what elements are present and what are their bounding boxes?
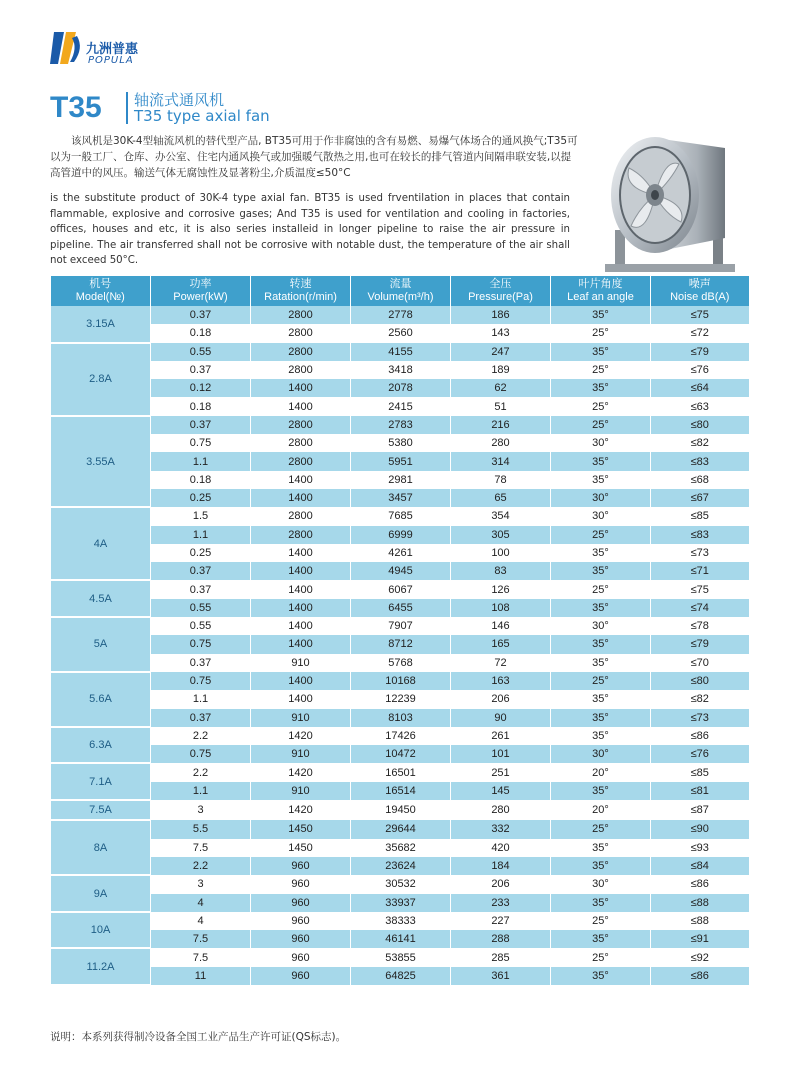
table-cell: 910 <box>251 709 351 727</box>
table-cell: 0.75 <box>151 745 251 763</box>
table-row <box>51 544 749 562</box>
table-cell: 1400 <box>251 562 351 580</box>
table-cell: 0.37 <box>151 580 251 598</box>
table-cell: 30° <box>551 489 651 507</box>
table-cell: 960 <box>251 894 351 912</box>
table-cell: 35° <box>551 471 651 489</box>
table-cell: 1400 <box>251 635 351 653</box>
table-cell: 2.2 <box>151 727 251 745</box>
table-cell: ≤76 <box>651 361 749 379</box>
model-cell: 4.5A <box>51 580 151 617</box>
table-cell: ≤93 <box>651 839 749 857</box>
table-row <box>51 709 749 727</box>
title-cn: 轴流式通风机 <box>134 91 225 109</box>
table-row <box>51 471 749 489</box>
model-cell: 7.5A <box>51 800 151 820</box>
table-cell: 4945 <box>351 562 451 580</box>
table-cell: 35° <box>551 727 651 745</box>
table-cell: 361 <box>451 967 551 985</box>
table-cell: 35° <box>551 857 651 875</box>
table-cell: 3 <box>151 800 251 820</box>
table-row <box>51 820 749 838</box>
table-cell: 0.75 <box>151 434 251 452</box>
table-cell: ≤64 <box>651 379 749 397</box>
header-pressure: 全压 Pressure(Pa) <box>451 276 551 306</box>
table-cell: 7685 <box>351 507 451 525</box>
model-cell: 6.3A <box>51 727 151 764</box>
table-cell: 7.5 <box>151 948 251 966</box>
table-cell: 25° <box>551 526 651 544</box>
table-cell: 6455 <box>351 599 451 617</box>
table-cell: 960 <box>251 875 351 893</box>
table-cell: 2800 <box>251 343 351 361</box>
table-cell: 35° <box>551 343 651 361</box>
brand-mark-icon <box>50 28 84 68</box>
table-cell: 1400 <box>251 580 351 598</box>
table-cell: 25° <box>551 820 651 838</box>
table-cell: 5.5 <box>151 820 251 838</box>
table-cell: 12239 <box>351 690 451 708</box>
table-row <box>51 654 749 672</box>
table-cell: ≤86 <box>651 727 749 745</box>
table-cell: 186 <box>451 306 551 324</box>
table-row <box>51 379 749 397</box>
table-cell: 1.1 <box>151 452 251 470</box>
table-row <box>51 672 749 690</box>
table-cell: 25° <box>551 672 651 690</box>
model-cell: 5A <box>51 617 151 672</box>
table-cell: 0.37 <box>151 306 251 324</box>
table-row <box>51 397 749 415</box>
header-volume: 流量 Volume(m³/h) <box>351 276 451 306</box>
table-cell: 0.55 <box>151 617 251 635</box>
table-cell: 101 <box>451 745 551 763</box>
table-cell: ≤76 <box>651 745 749 763</box>
brand-name-en: POPULA <box>88 55 134 66</box>
table-row <box>51 782 749 800</box>
table-cell: ≤86 <box>651 967 749 985</box>
table-cell: 3418 <box>351 361 451 379</box>
table-cell: ≤82 <box>651 690 749 708</box>
table-cell: ≤79 <box>651 635 749 653</box>
table-cell: 35° <box>551 967 651 985</box>
table-cell: 53855 <box>351 948 451 966</box>
table-cell: 35° <box>551 452 651 470</box>
brand-name-cn: 九洲普惠 <box>86 42 139 57</box>
table-cell: 38333 <box>351 912 451 930</box>
table-cell: 288 <box>451 930 551 948</box>
table-cell: 0.25 <box>151 544 251 562</box>
table-cell: 354 <box>451 507 551 525</box>
table-cell: 30° <box>551 434 651 452</box>
table-cell: 2800 <box>251 361 351 379</box>
table-cell: 145 <box>451 782 551 800</box>
table-cell: 35° <box>551 562 651 580</box>
table-cell: 0.12 <box>151 379 251 397</box>
table-cell: 163 <box>451 672 551 690</box>
table-cell: 1400 <box>251 397 351 415</box>
table-cell: 2783 <box>351 416 451 434</box>
table-cell: 0.37 <box>151 361 251 379</box>
table-cell: 1420 <box>251 727 351 745</box>
table-cell: 30° <box>551 507 651 525</box>
table-row <box>51 800 749 820</box>
model-cell: 8A <box>51 820 151 875</box>
table-cell: 7.5 <box>151 930 251 948</box>
table-cell: 46141 <box>351 930 451 948</box>
table-cell: 126 <box>451 580 551 598</box>
table-row <box>51 727 749 745</box>
model-cell: 7.1A <box>51 763 151 800</box>
table-cell: 4261 <box>351 544 451 562</box>
table-cell: 2800 <box>251 452 351 470</box>
model-cell: 2.8A <box>51 343 151 416</box>
table-cell: 90 <box>451 709 551 727</box>
table-cell: 35° <box>551 654 651 672</box>
table-cell: 285 <box>451 948 551 966</box>
table-cell: 261 <box>451 727 551 745</box>
table-cell: 8103 <box>351 709 451 727</box>
table-row <box>51 894 749 912</box>
table-cell: 4155 <box>351 343 451 361</box>
table-cell: 5380 <box>351 434 451 452</box>
header-rotation: 转速 Ratation(r/min) <box>251 276 351 306</box>
table-cell: 35° <box>551 690 651 708</box>
table-cell: 20° <box>551 763 651 781</box>
table-cell: ≤80 <box>651 416 749 434</box>
table-cell: 1.5 <box>151 507 251 525</box>
table-cell: 2560 <box>351 324 451 342</box>
table-cell: 0.75 <box>151 672 251 690</box>
table-cell: ≤78 <box>651 617 749 635</box>
table-cell: 2800 <box>251 416 351 434</box>
table-cell: 1.1 <box>151 782 251 800</box>
table-cell: 3 <box>151 875 251 893</box>
table-cell: 1450 <box>251 839 351 857</box>
table-cell: 7907 <box>351 617 451 635</box>
model-cell: 5.6A <box>51 672 151 727</box>
table-cell: 7.5 <box>151 839 251 857</box>
table-header-row <box>51 276 749 306</box>
table-cell: 25° <box>551 948 651 966</box>
header-model: 机号 Model(№) <box>51 276 151 306</box>
table-cell: 25° <box>551 361 651 379</box>
table-cell: 2.2 <box>151 763 251 781</box>
model-cell: 3.15A <box>51 306 151 343</box>
table-cell: 251 <box>451 763 551 781</box>
table-row <box>51 948 749 966</box>
table-body <box>51 306 749 985</box>
table-cell: ≤84 <box>651 857 749 875</box>
table-cell: ≤71 <box>651 562 749 580</box>
model-cell: 10A <box>51 912 151 949</box>
table-cell: ≤88 <box>651 912 749 930</box>
table-cell: 1450 <box>251 820 351 838</box>
table-cell: 1400 <box>251 471 351 489</box>
table-cell: ≤82 <box>651 434 749 452</box>
header-power: 功率 Power(kW) <box>151 276 251 306</box>
model-code: T35 <box>50 91 102 124</box>
table-cell: 11 <box>151 967 251 985</box>
table-cell: 25° <box>551 580 651 598</box>
table-cell: 1400 <box>251 617 351 635</box>
table-cell: 83 <box>451 562 551 580</box>
table-cell: ≤72 <box>651 324 749 342</box>
table-cell: 1420 <box>251 763 351 781</box>
table-cell: ≤73 <box>651 544 749 562</box>
table-row <box>51 324 749 342</box>
table-cell: 30° <box>551 745 651 763</box>
table-row <box>51 361 749 379</box>
table-cell: 20° <box>551 800 651 820</box>
table-cell: 35° <box>551 379 651 397</box>
table-cell: ≤81 <box>651 782 749 800</box>
table-cell: 960 <box>251 857 351 875</box>
table-row <box>51 875 749 893</box>
table-cell: 0.37 <box>151 709 251 727</box>
table-cell: 16514 <box>351 782 451 800</box>
table-row <box>51 599 749 617</box>
table-cell: 233 <box>451 894 551 912</box>
table-cell: ≤73 <box>651 709 749 727</box>
table-cell: ≤83 <box>651 526 749 544</box>
table-cell: 0.37 <box>151 416 251 434</box>
table-cell: 2415 <box>351 397 451 415</box>
table-row <box>51 580 749 598</box>
table-cell: 5951 <box>351 452 451 470</box>
table-cell: 35° <box>551 930 651 948</box>
axial-fan-image <box>595 118 755 278</box>
table-cell: ≤88 <box>651 894 749 912</box>
table-row <box>51 434 749 452</box>
footnote: 说明：本系列获得制冷设备全国工业产品生产许可证(QS标志)。 <box>50 1031 347 1043</box>
table-cell: 35° <box>551 709 651 727</box>
table-row <box>51 507 749 525</box>
table-cell: 33937 <box>351 894 451 912</box>
table-cell: 10472 <box>351 745 451 763</box>
table-cell: 1.1 <box>151 690 251 708</box>
table-cell: 6999 <box>351 526 451 544</box>
table-cell: 5768 <box>351 654 451 672</box>
table-cell: 0.75 <box>151 635 251 653</box>
table-cell: ≤83 <box>651 452 749 470</box>
table-cell: 35° <box>551 839 651 857</box>
table-cell: 2981 <box>351 471 451 489</box>
table-row <box>51 343 749 361</box>
table-cell: 2.2 <box>151 857 251 875</box>
table-row <box>51 857 749 875</box>
table-cell: 2800 <box>251 306 351 324</box>
table-cell: 280 <box>451 434 551 452</box>
title-en: T35 type axial fan <box>134 107 270 125</box>
table-cell: 0.18 <box>151 471 251 489</box>
table-row <box>51 617 749 635</box>
table-cell: ≤85 <box>651 763 749 781</box>
table-cell: 30532 <box>351 875 451 893</box>
table-cell: 51 <box>451 397 551 415</box>
table-cell: 0.37 <box>151 654 251 672</box>
table-row <box>51 416 749 434</box>
table-cell: 8712 <box>351 635 451 653</box>
brand-logo <box>50 28 180 72</box>
table-cell: 30° <box>551 875 651 893</box>
table-row <box>51 489 749 507</box>
table-cell: 65 <box>451 489 551 507</box>
table-cell: ≤91 <box>651 930 749 948</box>
table-cell: 189 <box>451 361 551 379</box>
table-row <box>51 562 749 580</box>
table-row <box>51 306 749 324</box>
table-cell: 2778 <box>351 306 451 324</box>
table-row <box>51 452 749 470</box>
model-cell: 3.55A <box>51 416 151 507</box>
table-cell: 35° <box>551 544 651 562</box>
table-cell: 0.55 <box>151 599 251 617</box>
table-cell: ≤90 <box>651 820 749 838</box>
table-cell: ≤67 <box>651 489 749 507</box>
table-cell: 29644 <box>351 820 451 838</box>
table-cell: 2800 <box>251 507 351 525</box>
table-cell: ≤68 <box>651 471 749 489</box>
table-cell: 1400 <box>251 599 351 617</box>
table-cell: 216 <box>451 416 551 434</box>
table-cell: 16501 <box>351 763 451 781</box>
table-row <box>51 912 749 930</box>
table-row <box>51 526 749 544</box>
table-cell: 78 <box>451 471 551 489</box>
table-cell: 227 <box>451 912 551 930</box>
table-cell: 910 <box>251 654 351 672</box>
table-cell: 1400 <box>251 672 351 690</box>
table-cell: 108 <box>451 599 551 617</box>
table-cell: 910 <box>251 745 351 763</box>
table-cell: 1400 <box>251 489 351 507</box>
table-cell: ≤75 <box>651 306 749 324</box>
model-cell: 11.2A <box>51 948 151 985</box>
table-cell: ≤85 <box>651 507 749 525</box>
table-cell: 25° <box>551 416 651 434</box>
table-cell: 4 <box>151 894 251 912</box>
table-cell: 35° <box>551 635 651 653</box>
table-cell: 3457 <box>351 489 451 507</box>
model-cell: 4A <box>51 507 151 580</box>
table-cell: ≤75 <box>651 580 749 598</box>
table-cell: 64825 <box>351 967 451 985</box>
table-cell: ≤70 <box>651 654 749 672</box>
table-cell: 2800 <box>251 526 351 544</box>
table-row <box>51 930 749 948</box>
description-en: is the substitute product of 30K-4 type axial fan. BT35 is used frventilation in places that contain flammable, explosive and corrosive gases; And T35 is used for ventilation and cooling in factories, offices, houses and etc, it is also series installeid in longer pipeline to raise the air pressure in pipeline. The air transferred shall not be corrosive with notable dust, the temperature of the air shall not exceed 50°C. <box>50 193 570 266</box>
table-cell: 0.55 <box>151 343 251 361</box>
table-cell: 960 <box>251 912 351 930</box>
table-cell: 910 <box>251 782 351 800</box>
table-cell: 0.25 <box>151 489 251 507</box>
table-cell: 1400 <box>251 379 351 397</box>
table-cell: 165 <box>451 635 551 653</box>
table-cell: 35° <box>551 894 651 912</box>
table-cell: 2800 <box>251 324 351 342</box>
table-cell: 1.1 <box>151 526 251 544</box>
table-cell: 960 <box>251 948 351 966</box>
title-divider <box>126 92 128 124</box>
table-cell: 23624 <box>351 857 451 875</box>
table-cell: 30° <box>551 617 651 635</box>
table-cell: 2078 <box>351 379 451 397</box>
table-cell: 1420 <box>251 800 351 820</box>
table-row <box>51 839 749 857</box>
table-cell: 19450 <box>351 800 451 820</box>
table-cell: 960 <box>251 930 351 948</box>
table-cell: 206 <box>451 875 551 893</box>
table-cell: ≤86 <box>651 875 749 893</box>
table-cell: 35682 <box>351 839 451 857</box>
table-cell: 143 <box>451 324 551 342</box>
table-cell: 247 <box>451 343 551 361</box>
table-row <box>51 763 749 781</box>
table-cell: 4 <box>151 912 251 930</box>
model-cell: 9A <box>51 875 151 912</box>
table-cell: 100 <box>451 544 551 562</box>
table-cell: 146 <box>451 617 551 635</box>
table-cell: 35° <box>551 306 651 324</box>
table-row <box>51 635 749 653</box>
description-cn: 该风机是30K-4型轴流风机的替代型产品, BT35可用于作非腐蚀的含有易燃、易爆气体场合的通风换气;T35可以为一般工厂、仓库、办公室、住宅内通风换气或加强暖气散热之用,也可在较长的排气管道内间隔串联安装,以提高管道中的风压。输送气体无腐蚀性及显著粉尘,介质温度≤50°C <box>50 135 578 179</box>
table-cell: 2800 <box>251 434 351 452</box>
table-cell: 25° <box>551 324 651 342</box>
table-cell: 35° <box>551 782 651 800</box>
table-cell: 6067 <box>351 580 451 598</box>
specification-table <box>50 276 749 986</box>
table-cell: 314 <box>451 452 551 470</box>
table-cell: 960 <box>251 967 351 985</box>
table-row <box>51 967 749 985</box>
table-cell: 332 <box>451 820 551 838</box>
table-row <box>51 745 749 763</box>
table-cell: 0.18 <box>151 397 251 415</box>
table-cell: 25° <box>551 397 651 415</box>
table-cell: 25° <box>551 912 651 930</box>
table-cell: 0.37 <box>151 562 251 580</box>
table-cell: ≤79 <box>651 343 749 361</box>
table-cell: 72 <box>451 654 551 672</box>
table-cell: ≤87 <box>651 800 749 820</box>
table-cell: 10168 <box>351 672 451 690</box>
table-cell: ≤74 <box>651 599 749 617</box>
table-cell: 62 <box>451 379 551 397</box>
header-noise: 噪声 Noise dB(A) <box>651 276 749 306</box>
table-cell: 305 <box>451 526 551 544</box>
table-cell: ≤92 <box>651 948 749 966</box>
table-cell: 184 <box>451 857 551 875</box>
table-cell: 420 <box>451 839 551 857</box>
table-cell: 280 <box>451 800 551 820</box>
table-cell: 206 <box>451 690 551 708</box>
table-cell: ≤63 <box>651 397 749 415</box>
table-row <box>51 690 749 708</box>
table-cell: 1400 <box>251 544 351 562</box>
table-cell: 0.18 <box>151 324 251 342</box>
table-cell: ≤80 <box>651 672 749 690</box>
table-cell: 1400 <box>251 690 351 708</box>
table-cell: 17426 <box>351 727 451 745</box>
table-cell: 35° <box>551 599 651 617</box>
header-leaf-angle: 叶片角度 Leaf an angle <box>551 276 651 306</box>
